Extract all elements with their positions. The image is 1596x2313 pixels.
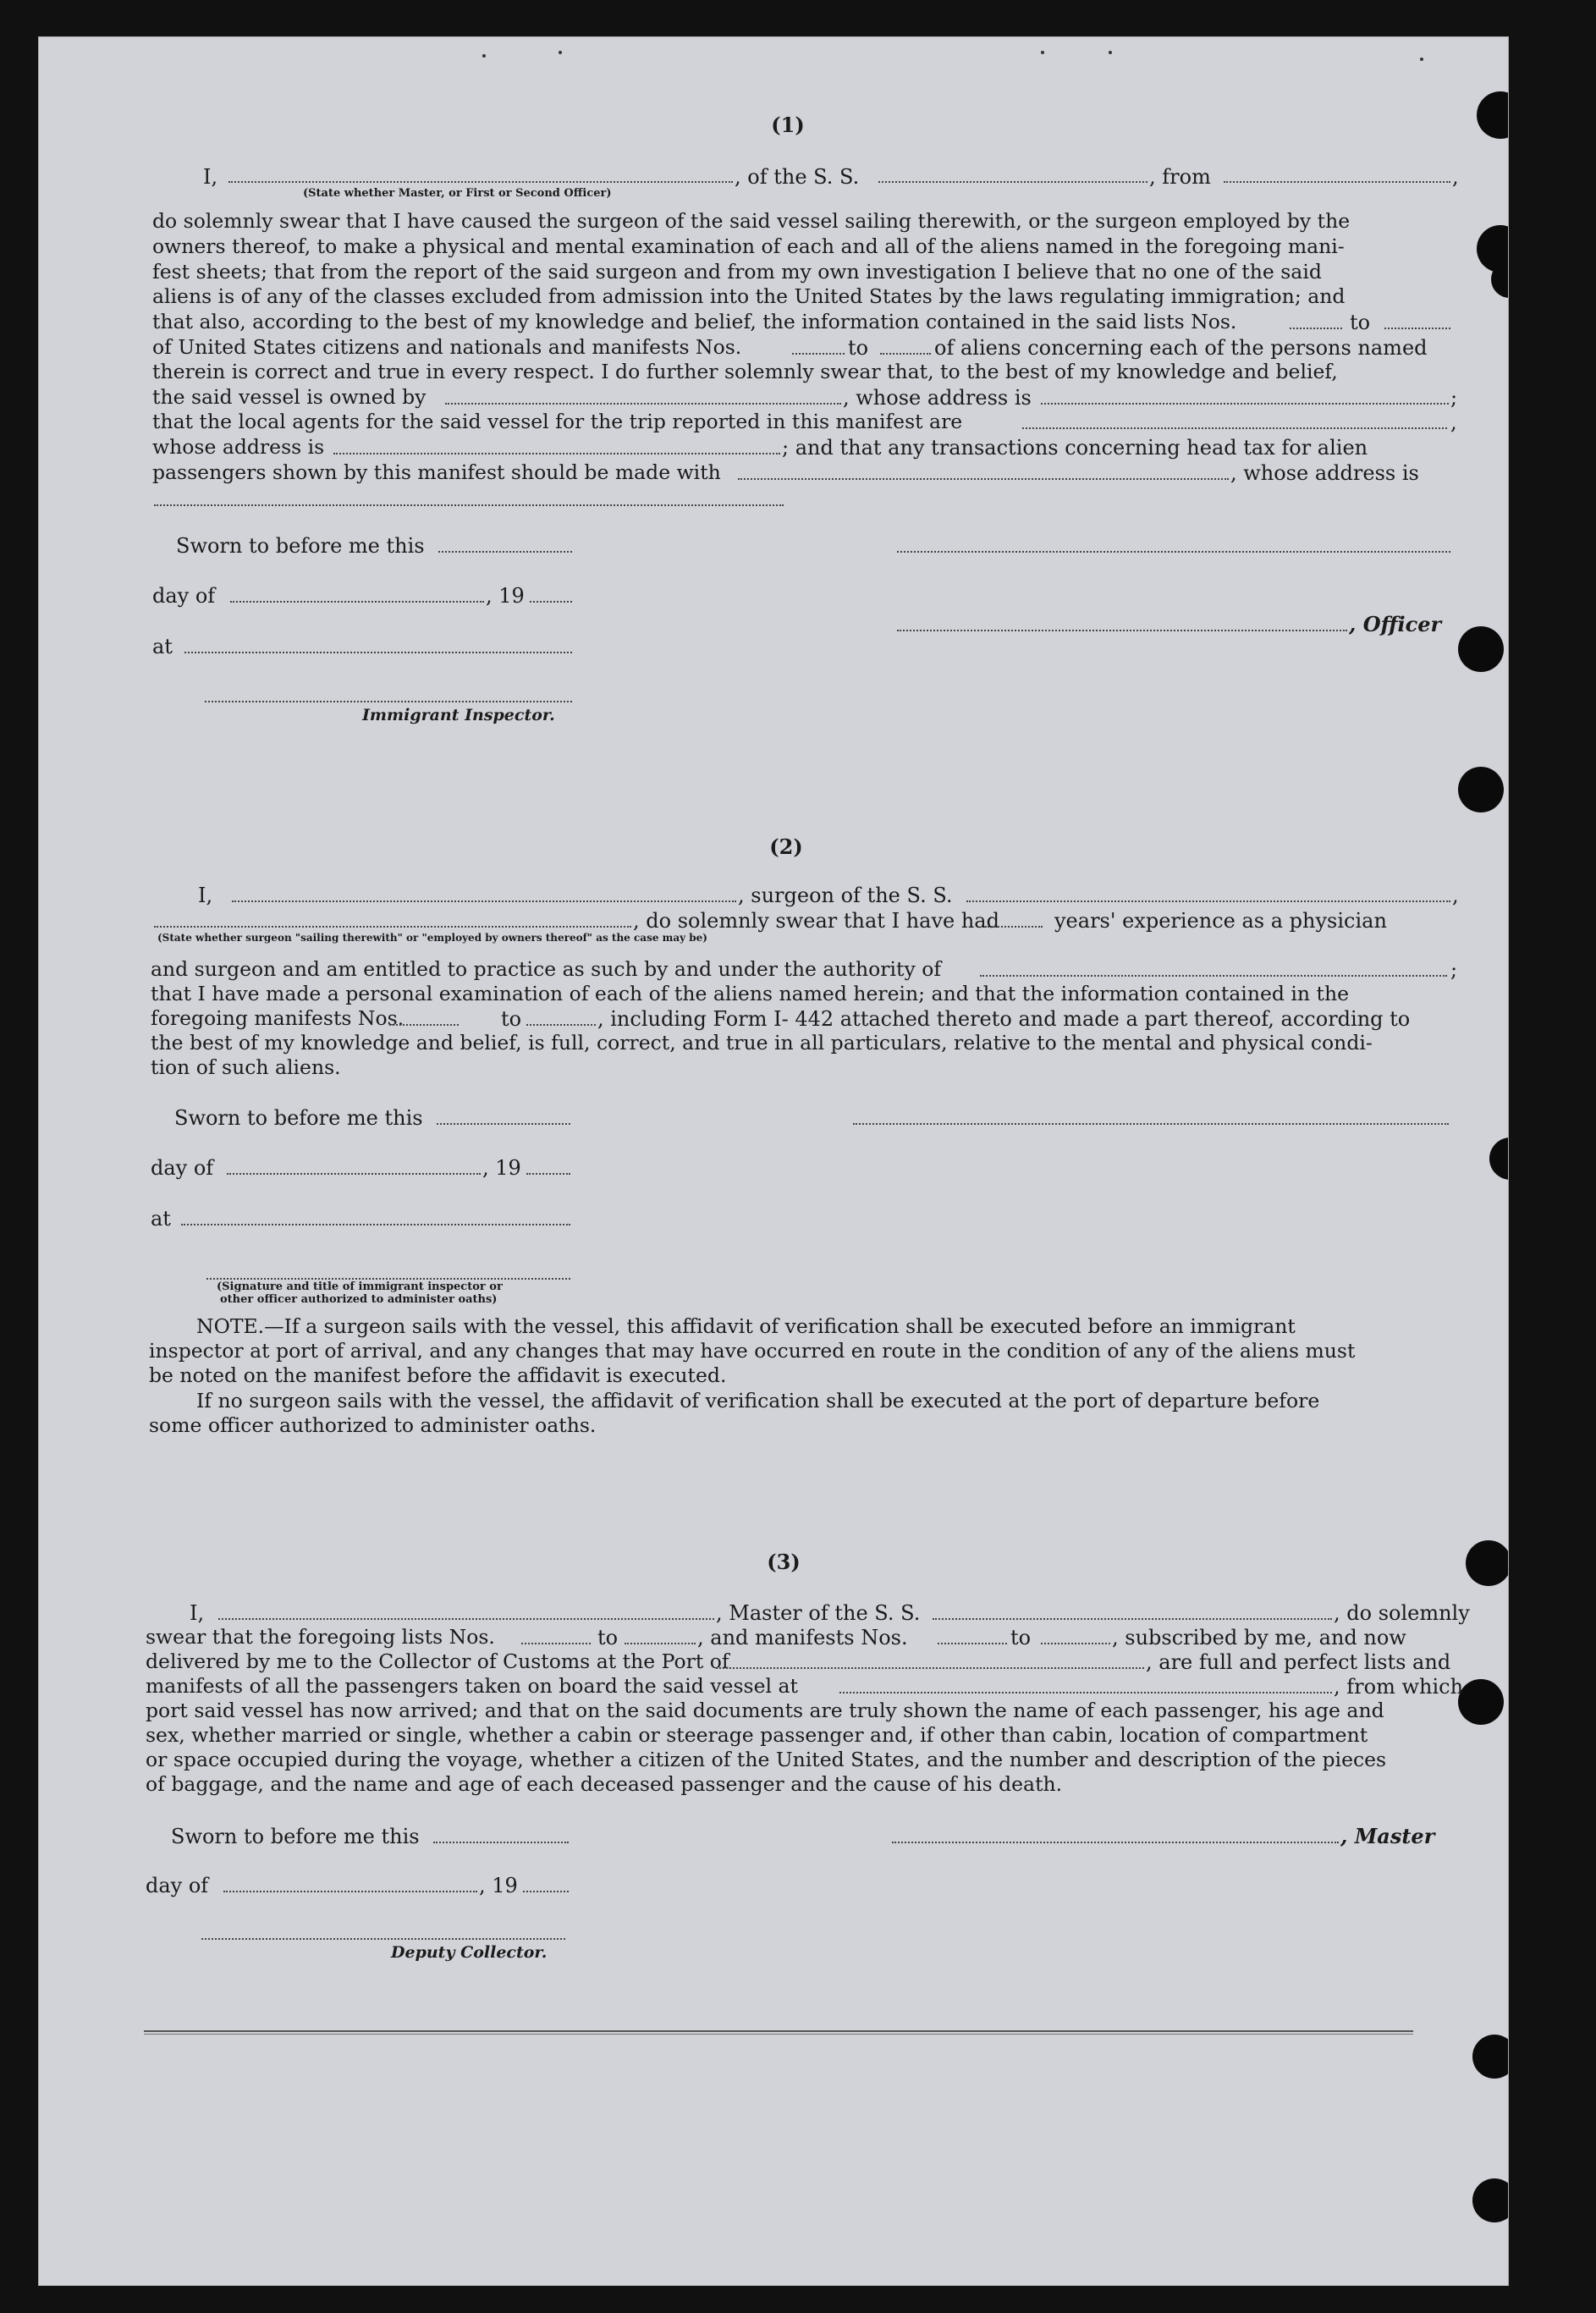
sec3-do-solemnly: , do solemnly [1334,1601,1470,1625]
bottom-rule [144,2030,1413,2032]
sec2-note-line: be noted on the manifest before the affidavit is executed. [149,1363,727,1387]
sec3-sworn: Sworn to before me this [171,1825,420,1848]
blank-sec2-vessel [966,900,1450,902]
inspector-signature-line [205,701,572,702]
blank-authority [980,975,1447,977]
sec1-day-of: day of [152,584,216,608]
blank-sec2-at [181,1224,570,1225]
sec3-master: , Master [1340,1824,1435,1848]
sec1-text-line: of United States citizens and nationals and manifests Nos. [152,335,742,359]
sec1-text-line: whose address is [152,435,325,459]
sec1-inspector-caption: Immigrant Inspector. [362,706,555,724]
sec2-years-experience: years' experience as a physician [1054,909,1387,933]
sec2-i: I, [198,884,213,907]
sec1-and-that: ; and that any transactions concerning head tax for alien [782,436,1368,460]
blank-vessel-name [878,181,1147,183]
punch-hole [1489,1137,1508,1180]
blank-lists-from [1290,328,1342,329]
sec1-from: , from [1149,165,1211,189]
sec2-text-line: and surgeon and am entitled to practice as such by and under the authority of [151,957,942,981]
speck [1420,58,1423,61]
sec3-full-perfect: , are full and perfect lists and [1146,1650,1451,1674]
blank-surgeon-name [232,900,736,902]
punch-hole [1466,1540,1508,1586]
sec1-text-line: therein is correct and true in every respect. I do further solemnly swear that, to the best of my knowledge and belief, [152,360,1338,383]
sec2-text-line: tion of such aliens. [151,1055,341,1079]
blank-sec2-manifests-to [526,1024,596,1026]
sec3-i: I, [190,1601,205,1625]
sec2-at: at [151,1207,171,1231]
punch-hole [1458,626,1504,672]
sec3-text-line: sex, whether married or single, whether a cabin or steerage passenger and, if other than cabin, location of compartment [146,1723,1368,1747]
sec1-text-line: the said vessel is owned by [152,385,427,409]
sec3-delivered: delivered by me to the Collector of Customs at the Port of [146,1649,729,1673]
blank-sec3-manifests-to [1041,1643,1110,1644]
sec3-nineteen: , 19 [479,1874,518,1897]
blank-sec3-lists-from [521,1643,591,1644]
sec2-sworn: Sworn to before me this [174,1106,423,1130]
sec3-subscribed: , subscribed by me, and now [1112,1626,1406,1649]
sec1-text-line: owners thereof, to make a physical and mental examination of each and all of the aliens named in the foregoing mani- [152,234,1345,258]
sec2-text-line: the best of my knowledge and belief, is full, correct, and true in all particulars, relative to the mental and physical condi- [151,1031,1373,1055]
sec1-text-line: passengers shown by this manifest should be made with [152,460,721,484]
sec2-note-line: If no surgeon sails with the vessel, the affidavit of verification shall be executed at the port of departure before [196,1389,1320,1413]
sec3-text-line: or space occupied during the voyage, whether a citizen of the United States, and the number and description of the pieces [146,1748,1387,1771]
sec1-text-line: that the local agents for the said vessel for the trip reported in this manifest are [152,410,963,433]
sec1-text-line: fest sheets; that from the report of the said surgeon and from my own investigation I believe that no one of the said [152,260,1322,284]
blank-sec2-signature [853,1123,1449,1125]
sec1-text-line: do solemnly swear that I have caused the surgeon of the said vessel sailing therewith, or the surgeon employed by the [152,209,1351,233]
sec2-caption: (State whether surgeon "sailing therewith" or "employed by owners thereof" as the case may be) [157,932,707,944]
sec3-master-of-ss: , Master of the S. S. [716,1601,921,1625]
sec1-i: I, [203,165,218,189]
blank-manifests-to [880,353,931,355]
blank-sec2-month [227,1173,481,1175]
blank-year [530,601,572,603]
blank-vessel-owner [445,403,841,405]
blank-sec2-sworn-day [437,1123,570,1125]
speck [559,51,562,54]
section-3-number: (3) [767,1550,801,1574]
sec2-comma: , [1452,884,1459,907]
blank-month [230,601,484,603]
sec2-note-line: NOTE.—If a surgeon sails with the vessel, this affidavit of verification shall be executed before an immigrant [196,1314,1296,1338]
punch-hole [1472,2178,1508,2222]
sec3-manifests-all: manifests of all the passengers taken on board the said vessel at [146,1674,798,1698]
sec1-at: at [152,635,173,658]
sec3-deputy-caption: Deputy Collector. [391,1943,548,1962]
punch-hole [1458,767,1504,812]
sec1-sworn: Sworn to before me this [176,534,425,558]
sec3-from-which: , from which [1334,1675,1464,1699]
punch-hole [1458,1679,1504,1725]
sec1-whose-address-end: , whose address is [1230,461,1419,485]
manifest-verification-sheet [39,37,1508,2285]
punch-hole [1477,91,1508,139]
sec3-text-line: port said vessel has now arrived; and that on the said documents are truly shown the name of each passenger, his age and [146,1699,1384,1722]
sec1-comma: , [1452,165,1459,189]
blank-sec3-vessel [933,1618,1332,1620]
sec1-to: to [848,336,869,360]
blank-sec3-manifests-from [938,1643,1007,1644]
sec2-sig-caption: (Signature and title of immigrant inspector or [217,1280,503,1293]
blank-port [716,1667,1144,1669]
blank-surgeon-type [154,926,631,928]
blank-officer-signature-2 [897,630,1347,631]
sec3-to: to [1010,1626,1032,1649]
blank-sec3-month [223,1891,477,1892]
bottom-rule [144,2034,1413,2035]
sec3-and-manifests: , and manifests Nos. [697,1626,908,1649]
blank-head-tax-party [738,478,1229,480]
blank-lists-to [1384,328,1450,329]
sec1-of-aliens: of aliens concerning each of the persons named [934,336,1428,360]
sec1-text-line: that also, according to the best of my knowledge and belief, the information contained in the said lists Nos. [152,310,1237,333]
sec1-to: to [1350,311,1371,334]
sec2-day-of: day of [151,1156,214,1180]
sec3-text-line: of baggage, and the name and age of each deceased passenger and the cause of his death. [146,1772,1063,1796]
sec2-semicolon: ; [1450,958,1458,982]
sec2-do-solemnly: , do solemnly swear that I have had [633,909,999,933]
sec1-of-ss: , of the S. S. [735,165,860,189]
blank-sec2-manifests-from [389,1024,459,1026]
blank-years-experience [985,926,1043,928]
sec3-day-of: day of [146,1874,209,1897]
sec2-inspector-signature-line [206,1278,570,1280]
punch-hole [1472,2035,1508,2079]
speck [1109,51,1112,54]
sec2-text-line: that I have made a personal examination of each of the aliens named herein; and that the information contained in the [151,982,1349,1005]
blank-master-signature [892,1842,1339,1843]
blank-sec3-year [523,1891,569,1892]
blank-officer-name [228,181,733,183]
sec2-surgeon-of-ss: , surgeon of the S. S. [738,884,953,907]
blank-agents-address [333,453,780,454]
blank-sec3-lists-to [625,1643,696,1644]
blank-officer-signature-1 [897,551,1450,553]
sec2-text-line: foregoing manifests Nos. [151,1006,405,1030]
sec2-note-line: some officer authorized to administer oaths. [149,1413,597,1437]
blank-from-port [1224,181,1450,183]
blank-port-boarded [839,1692,1332,1693]
blank-local-agents [1022,427,1447,429]
sec1-semicolon: ; [1450,386,1458,410]
blank-sec2-year [526,1173,570,1175]
blank-at-place [184,652,572,653]
sec2-nineteen: , 19 [482,1156,521,1180]
sec2-to: to [501,1007,522,1031]
sec2-sig-caption: other officer authorized to administer oaths) [220,1293,498,1306]
blank-head-tax-address [154,504,784,506]
sec3-to: to [597,1626,619,1649]
blank-sworn-day [438,551,572,553]
sec1-text-line: aliens is of any of the classes excluded from admission into the United States by the laws regulating immigration; and [152,284,1346,308]
sec1-nineteen: , 19 [486,584,525,608]
section-2-number: (2) [769,834,803,859]
sec1-caption: (State whether Master, or First or Second Officer) [303,187,612,200]
sec2-including: , including Form I- 442 attached thereto and made a part thereof, according to [597,1007,1411,1031]
blank-master-name [218,1618,714,1620]
blank-owner-address [1041,403,1449,405]
sec1-officer: , Officer [1349,612,1442,636]
sec1-whose-address: , whose address is [843,386,1032,410]
sec3-swear-lists: swear that the foregoing lists Nos. [146,1625,495,1649]
blank-sec3-sworn-day [433,1842,569,1843]
section-1-number: (1) [771,113,805,137]
speck [482,54,486,58]
sec1-comma: , [1450,410,1457,434]
speck [1041,51,1044,54]
deputy-signature-line [201,1938,565,1940]
sec2-note-line: inspector at port of arrival, and any changes that may have occurred en route in the condition of any of the aliens must [149,1339,1356,1363]
blank-manifests-from [792,353,845,355]
